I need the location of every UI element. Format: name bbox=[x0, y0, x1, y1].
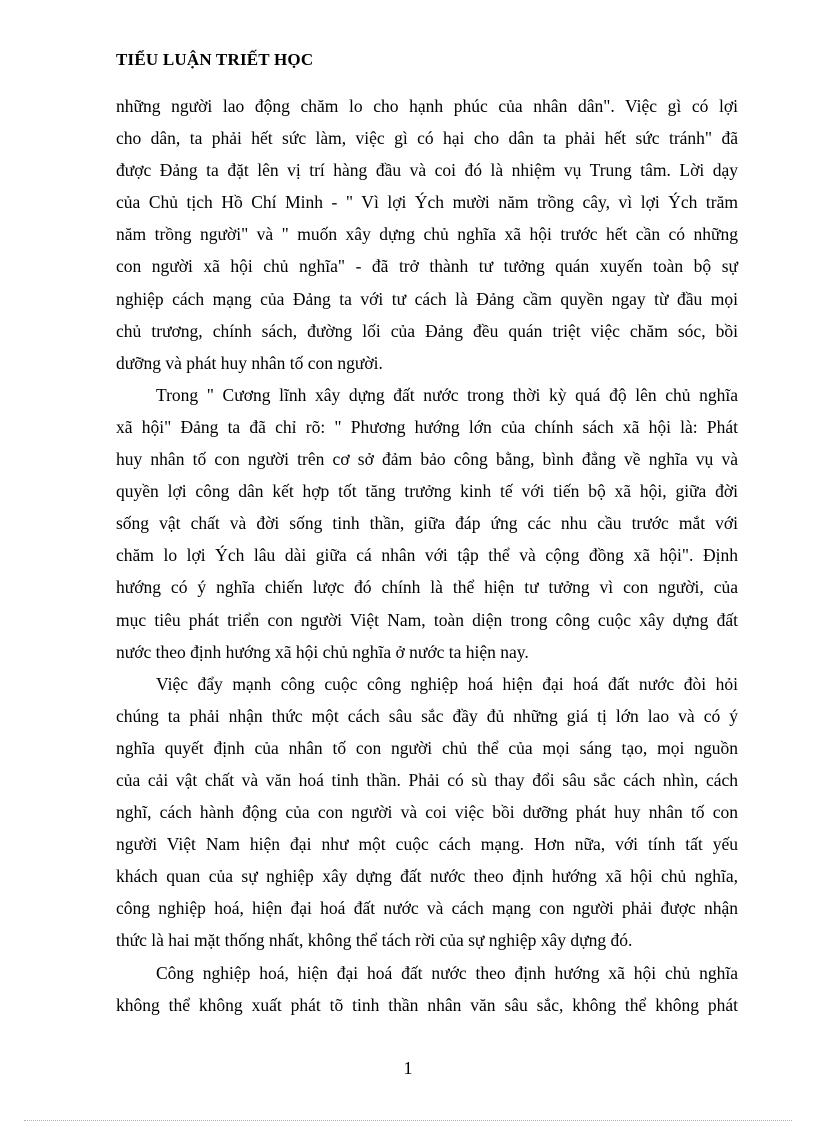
text-line: được Đảng ta đặt lên vị trí hàng đầu và coi đó là nhiệm vụ Trung tâm. Lời dạy bbox=[116, 160, 738, 181]
text-line: quyền lợi công dân kết hợp tốt tăng trưởng kinh tế với tiến bộ xã hội, giữa đời bbox=[116, 481, 738, 502]
document-header-title: TIỂU LUẬN TRIẾT HỌC bbox=[116, 50, 314, 69]
text-line: không thể không xuất phát tõ tinh thần nhân văn sâu sắc, không thể không phát bbox=[116, 994, 738, 1015]
text-line: nghiệp cách mạng của Đảng ta với tư cách là Đảng cầm quyền ngay từ đầu mọi bbox=[116, 288, 738, 309]
text-line: khách quan của sự nghiệp xây dựng đất nước theo định hướng xã hội chủ nghĩa, bbox=[116, 866, 738, 887]
text-line: cho dân, ta phải hết sức làm, việc gì có hại cho dân ta phải hết sức tránh" đã bbox=[116, 128, 738, 149]
text-line: chúng ta phải nhận thức một cách sâu sắc đầy đủ những giá tị lớn lao và có ý bbox=[116, 705, 738, 726]
text-line: xã hội" Đảng ta đã chỉ rõ: " Phương hướng lớn của chính sách xã hội là: Phát bbox=[116, 416, 738, 437]
page-number: 1 bbox=[403, 1058, 413, 1078]
text-line: thức là hai mặt thống nhất, không thể tách rời của sự nghiệp xây dựng đó. bbox=[116, 930, 633, 951]
text-line: công nghiệp hoá, hiện đại hoá đất nước và cách mạng con người phải được nhận bbox=[116, 898, 738, 919]
text-line: những người lao động chăm lo cho hạnh phúc của nhân dân". Việc gì có lợi bbox=[116, 96, 738, 116]
text-line: của Chủ tịch Hồ Chí Minh - " Vì lợi Ých mười năm trồng cây, vì lợi Ých trăm bbox=[116, 192, 738, 213]
text-line: người Việt Nam hiện đại như một cuộc cách mạng. Hơn nữa, với tính tất yếu bbox=[116, 834, 738, 855]
paragraph-first-line: Trong " Cương lĩnh xây dựng đất nước trong thời kỳ quá độ lên chủ nghĩa bbox=[156, 384, 738, 405]
text-line: của cải vật chất và văn hoá tinh thần. Phải có sù thay đổi sâu sắc cách nhìn, cách bbox=[116, 769, 738, 790]
paragraph-first-line: Việc đẩy mạnh công cuộc công nghiệp hoá hiện đại hoá đất nước đòi hỏi bbox=[156, 673, 738, 694]
text-line: con người xã hội chủ nghĩa" - đã trở thành tư tưởng quán xuyến toàn bộ sự bbox=[116, 256, 738, 277]
text-line: hướng có ý nghĩa chiến lược đó chính là thể hiện tư tưởng vì con người, của bbox=[116, 577, 738, 598]
footer-divider bbox=[24, 1120, 792, 1121]
text-line: nghĩa quyết định của nhân tố con người chủ thể của mọi sáng tạo, mọi nguồn bbox=[116, 737, 738, 758]
text-line: chủ trương, chính sách, đường lối của Đảng đều quán triệt việc chăm sóc, bồi bbox=[116, 320, 738, 341]
text-line: nước theo định hướng xã hội chủ nghĩa ở nước ta hiện nay. bbox=[116, 641, 529, 662]
text-line: dưỡng và phát huy nhân tố con người. bbox=[116, 352, 383, 373]
text-line: chăm lo lợi Ých lâu dài giữa cá nhân với tập thể và cộng đồng xã hội". Định bbox=[116, 545, 738, 566]
text-line: sống vật chất và đời sống tinh thần, giữa đáp ứng các nhu cầu trước mắt với bbox=[116, 513, 738, 534]
text-line: năm trồng người" và " muốn xây dựng chủ nghĩa xã hội trước hết cần có những bbox=[116, 224, 738, 245]
document-body bbox=[116, 90, 738, 1021]
text-line: huy nhân tố con người trên cơ sở đảm bảo công bằng, bình đẳng về nghĩa vụ và bbox=[116, 449, 738, 470]
paragraph-first-line: Công nghiệp hoá, hiện đại hoá đất nước theo định hướng xã hội chủ nghĩa bbox=[156, 962, 738, 983]
text-line: mục tiêu phát triển con người Việt Nam, toàn diện trong công cuộc xây dựng đất bbox=[116, 609, 738, 630]
text-line: nghĩ, cách hành động của con người và coi việc bồi dưỡng phát huy nhân tố con bbox=[116, 802, 738, 823]
